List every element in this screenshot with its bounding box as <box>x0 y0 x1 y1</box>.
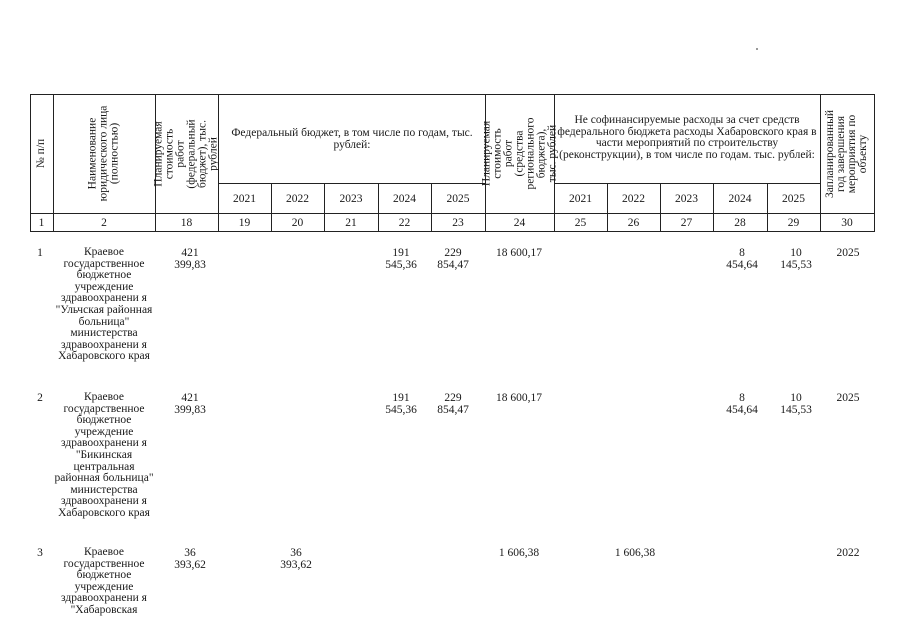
row-number: 3 <box>37 547 43 559</box>
row-entity-name: Краевое государственное бюджетное учреждение здравоохранени я "Ульчская районная больница" министерства здравоохранени я Хабаровского края <box>55 246 153 363</box>
row-nonco-2024: 8 454,64 <box>726 247 758 271</box>
row-completion-year: 2025 <box>836 392 860 404</box>
row-fed-2024: 191 545,36 <box>385 392 417 416</box>
grid-v <box>874 94 875 232</box>
row-completion-year: 2025 <box>836 247 860 259</box>
header-col-number-text: № п/п <box>35 138 48 169</box>
year-nonco-2025: 2025 <box>782 192 805 205</box>
row-planned-fed: 421 399,83 <box>174 247 206 271</box>
colnum: 27 <box>680 216 693 229</box>
header-col-planned-reg-text: Планируемая стоимость работ (средства регионального бюджета), тыс. рублей <box>480 117 559 190</box>
row-fed-2024: 191 545,36 <box>385 247 417 271</box>
colnum: 2 <box>101 216 107 229</box>
header-col-name-text: Наименование юридического лица (полностью) <box>86 105 121 202</box>
year-fed-2024: 2024 <box>393 192 416 205</box>
row-planned-fed: 421 399,83 <box>174 392 206 416</box>
colnum: 28 <box>734 216 746 229</box>
colnum: 20 <box>291 216 304 229</box>
colnum: 29 <box>787 216 800 229</box>
header-fed-budget <box>222 104 482 174</box>
row-planned-reg: 18 600,17 <box>496 392 542 404</box>
row-fed-2022: 36 393,62 <box>280 547 312 571</box>
header-col-completion <box>820 94 874 213</box>
colnum: 30 <box>841 216 853 229</box>
colnum: 25 <box>574 216 587 229</box>
year-nonco-2021: 2021 <box>569 192 592 205</box>
header-col-planned-fed-text: Планируемая стоимость работ (федеральный бюджет), тыс. рублей <box>152 118 220 189</box>
header-fed-budget-text: Федеральный бюджет, в том числе по годам, тыс. рублей: <box>231 127 473 151</box>
header-nonco-text: Не софинансируемые расходы за счет средств федерального бюджета расходы Хабаровского края в части мероприятий по строительству (реконструкции), в том числе по годам. тыс. рублей: <box>557 114 817 161</box>
scan-speck <box>756 48 758 50</box>
row-fed-2025: 229 854,47 <box>437 392 469 416</box>
header-col-completion-text: Запланированный год завершения мероприятия по объекту <box>824 109 869 198</box>
year-nonco-2022: 2022 <box>622 192 645 205</box>
header-nonco <box>556 96 818 180</box>
header-col-planned-reg <box>480 94 559 213</box>
row-entity-name: Краевое государственное бюджетное учреждение здравоохранени я "Хабаровская <box>61 546 147 616</box>
header-col-name <box>53 94 155 213</box>
year-nonco-2023: 2023 <box>675 192 698 205</box>
row-nonco-2025: 10 145,53 <box>780 247 812 271</box>
colnum-row-bottom-border <box>30 231 874 232</box>
row-nonco-2024: 8 454,64 <box>726 392 758 416</box>
colnum: 19 <box>238 216 251 229</box>
year-nonco-2024: 2024 <box>728 192 752 205</box>
year-fed-2025: 2025 <box>446 192 470 205</box>
colnum: 26 <box>627 216 640 229</box>
row-nonco-2022: 1 606,38 <box>614 547 656 559</box>
row-entity-name: Краевое государственное бюджетное учреждение здравоохранени я "Бикинская центральная районная больница" министерства здравоохранени я Хабаровского края <box>54 391 154 519</box>
row-completion-year: 2022 <box>836 547 860 559</box>
colnum: 24 <box>513 216 526 229</box>
colnum: 21 <box>345 216 357 229</box>
row-planned-fed: 36 393,62 <box>174 547 206 571</box>
row-planned-reg: 1 606,38 <box>498 547 540 559</box>
row-planned-reg: 18 600,17 <box>496 247 542 259</box>
year-fed-2023: 2023 <box>339 192 363 205</box>
year-fed-2022: 2022 <box>286 192 309 205</box>
row-nonco-2025: 10 145,53 <box>780 392 812 416</box>
header-col-planned-fed <box>152 94 220 213</box>
row-number: 1 <box>37 247 43 259</box>
header-col-number <box>30 94 53 213</box>
row-number: 2 <box>37 392 43 404</box>
row-fed-2025: 229 854,47 <box>437 247 469 271</box>
colnum: 1 <box>38 216 45 229</box>
colnum: 22 <box>398 216 411 229</box>
colnum: 23 <box>452 216 464 229</box>
year-fed-2021: 2021 <box>233 192 256 205</box>
colnum: 18 <box>180 216 193 229</box>
